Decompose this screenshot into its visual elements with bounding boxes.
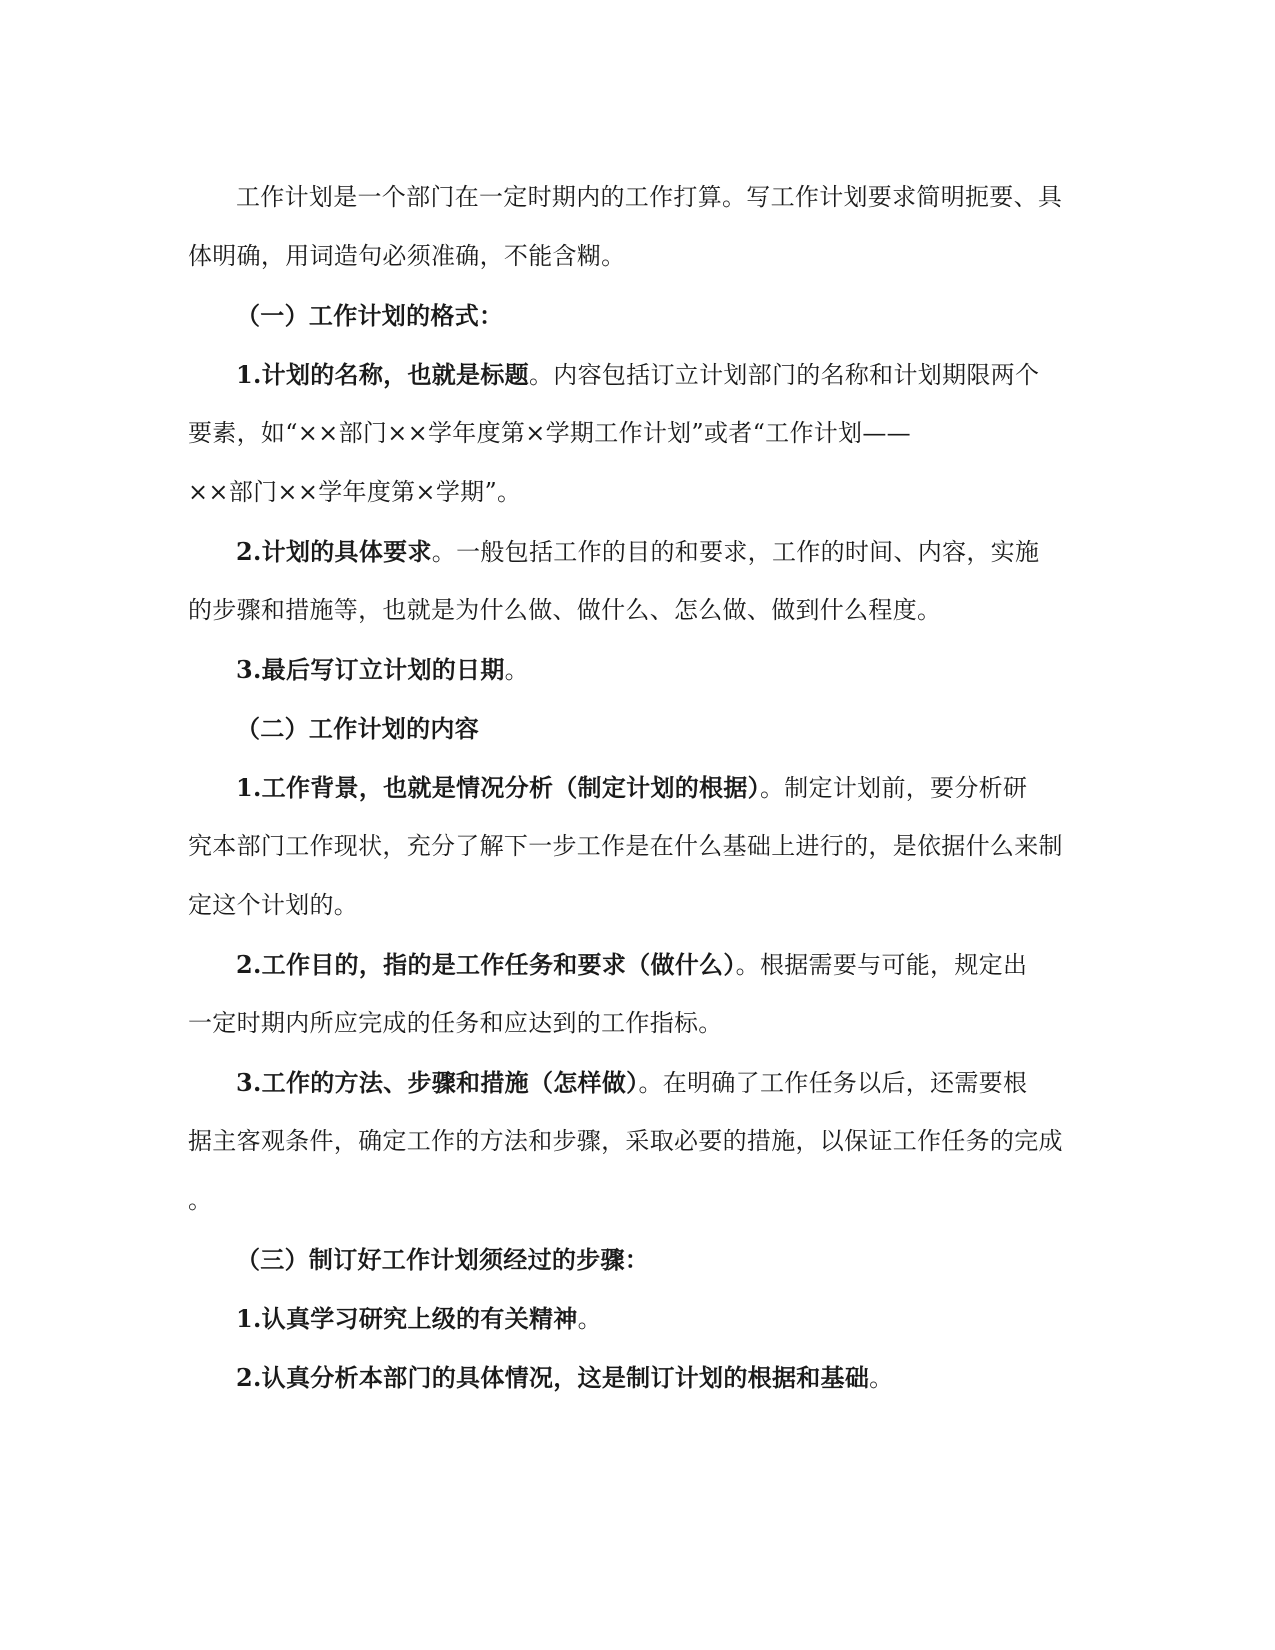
section1-item1-line3 (188, 463, 1088, 522)
section2-item1-rest: 。制定计划前，要分析研 (759, 774, 1028, 802)
section2-item1-text2: 究本部门工作现状，充分了解下一步工作是在什么基础上进行的，是依据什么来制 (188, 832, 1063, 860)
section2-heading (188, 699, 1088, 758)
section2-item3-bold: 3.工作的方法、步骤和措施（怎样做） (236, 1068, 639, 1097)
section1-item1-text3: ××部门××学年度第×学期”。 (188, 478, 522, 506)
intro-text-2: 体明确，用词造句必须准确，不能含糊。 (188, 242, 626, 270)
section1-item3-line1 (188, 640, 1088, 699)
section1-item1-rest: 。内容包括订立计划部门的名称和计划期限两个 (528, 361, 1040, 389)
section2-item2-line1 (188, 935, 1088, 994)
section2-item2-rest: 。根据需要与可能，规定出 (735, 951, 1028, 979)
document-page (188, 168, 1088, 1407)
section1-item3-rest: 。 (504, 656, 529, 684)
section2-heading-text: （二）工作计划的内容 (236, 714, 479, 743)
section1-item3-bold: 3.最后写订立计划的日期 (236, 655, 505, 684)
section1-item2-line2 (188, 581, 1088, 640)
section2-item1-line2 (188, 817, 1088, 876)
section3-item1-line1 (188, 1289, 1088, 1348)
section1-item1-line2 (188, 404, 1088, 463)
section2-item2-bold: 2.工作目的，指的是工作任务和要求（做什么） (236, 950, 736, 979)
section1-item1-line1 (188, 345, 1088, 404)
section1-item1-bold: 1.计划的名称，也就是标题 (236, 360, 529, 389)
intro-line-2 (188, 227, 1088, 286)
section2-item3-line2 (188, 1112, 1088, 1171)
section2-item2-text2: 一定时期内所应完成的任务和应达到的工作指标。 (188, 1009, 723, 1037)
section2-item3-line1 (188, 1053, 1088, 1112)
section2-item1-line1 (188, 758, 1088, 817)
section2-item3-rest: 。在明确了工作任务以后，还需要根 (638, 1069, 1028, 1097)
section3-item1-bold: 1.认真学习研究上级的有关精神 (236, 1304, 578, 1333)
section1-item2-bold: 2.计划的具体要求 (236, 537, 432, 566)
section2-item3-text3: 。 (188, 1186, 213, 1214)
section1-item2-rest: 。一般包括工作的目的和要求，工作的时间、内容，实施 (431, 538, 1040, 566)
section1-item2-text2: 的步骤和措施等，也就是为什么做、做什么、怎么做、做到什么程度。 (188, 596, 942, 624)
section2-item2-line2 (188, 994, 1088, 1053)
intro-text-1: 工作计划是一个部门在一定时期内的工作打算。写工作计划要求简明扼要、具 (236, 183, 1063, 211)
section3-item1-rest: 。 (577, 1305, 602, 1333)
intro-line-1 (188, 168, 1088, 227)
section1-item2-line1 (188, 522, 1088, 581)
section1-heading-text: （一）工作计划的格式： (236, 301, 504, 330)
section2-item1-text3: 定这个计划的。 (188, 891, 359, 919)
section2-item1-line3 (188, 876, 1088, 935)
section3-heading (188, 1230, 1088, 1289)
section1-item1-text2: 要素，如“××部门××学年度第×学期工作计划”或者“工作计划—— (188, 419, 911, 447)
section2-item3-line3 (188, 1171, 1088, 1230)
section3-item2-bold: 2.认真分析本部门的具体情况，这是制订计划的根据和基础 (236, 1363, 870, 1392)
section3-heading-text: （三）制订好工作计划须经过的步骤： (236, 1245, 650, 1274)
section2-item1-bold: 1.工作背景，也就是情况分析（制定计划的根据） (236, 773, 760, 802)
section3-item2-rest: 。 (869, 1364, 894, 1392)
section3-item2-line1 (188, 1348, 1088, 1407)
section2-item3-text2: 据主客观条件，确定工作的方法和步骤，采取必要的措施，以保证工作任务的完成 (188, 1127, 1063, 1155)
section1-heading (188, 286, 1088, 345)
